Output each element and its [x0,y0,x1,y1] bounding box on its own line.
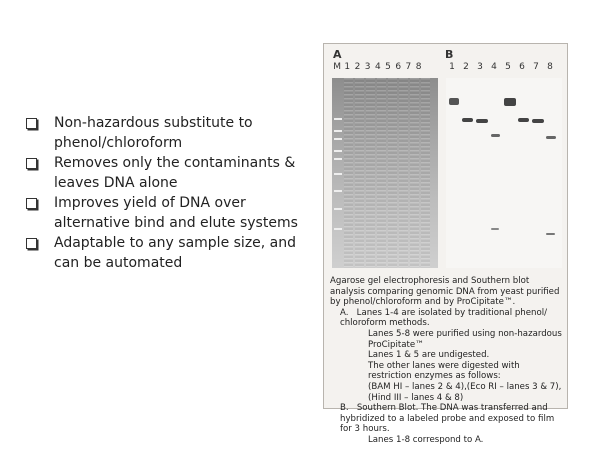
lane-label: M [333,62,341,72]
agarose-gel-image [332,78,438,268]
caption-line: Southern Blot. The DNA was transferred and hybridized to a labeled probe and exposed to film for 3 hours. [340,403,555,435]
lane-label: 7 [533,62,539,72]
gel-figure [323,43,568,445]
bullet-item [22,153,307,193]
bullet-text: Non-hazardous substitute to phenol/chloroform [54,115,253,151]
lane-label: 1 [449,62,455,72]
lane-labels-b [445,62,557,72]
lane-label: 1 [344,62,351,72]
caption-line: The other lanes were digested with restriction enzymes as follows: [368,360,520,382]
caption-item-a [330,308,566,329]
checkbox-bullet-icon [26,238,37,249]
lane-label: 8 [547,62,553,72]
southern-blot-image [446,78,562,268]
lane-labels-a [332,62,424,72]
bullet-item [22,233,307,273]
caption-line: Lanes 1-8 correspond to A. [368,434,484,445]
lane-label: 5 [505,62,511,72]
checkbox-bullet-icon [26,158,37,169]
caption-line: Lanes 5-8 were purified using non-hazardous ProCipitate™ [368,328,562,350]
caption-intro: Agarose gel electrophoresis and Southern blot analysis comparing genomic DNA from yeast purified by phenol/chloroform and by ProCipitate™. [330,276,560,308]
bullet-text: Adaptable to any sample size, and can be automated [54,235,297,271]
lane-label: 4 [374,62,381,72]
caption-line: (BAM HI – lanes 2 & 4),(Eco RI – lanes 3 & 7), (Hind III – lanes 4 & 8) [368,381,562,403]
bullet-text: Removes only the contaminants & leaves DNA alone [54,155,296,191]
lane-label: 5 [385,62,391,72]
checkbox-bullet-icon [26,118,37,129]
caption-line: Lanes 1-4 are isolated by traditional phenol/ chloroform methods. [340,307,547,329]
panel-a-label: A [333,48,342,61]
bullet-list [22,113,307,273]
caption-item-b [330,403,566,435]
lane-label: 2 [463,62,469,72]
lane-label: 2 [354,62,361,72]
panel-b-label: B [445,48,454,61]
lane-label: 8 [415,62,422,72]
item-marker: A. [340,307,349,318]
bullet-text: Improves yield of DNA over alternative bind and elute systems [54,195,298,231]
bullet-item [22,113,307,153]
item-marker: B. [340,403,349,414]
lane-label: 4 [491,62,497,72]
figure-caption [330,276,566,446]
caption-line: Lanes 1 & 5 are undigested. [368,350,490,361]
lane-label: 3 [364,62,371,72]
bullet-item [22,193,307,233]
lane-label: 6 [395,62,402,72]
lane-label: 7 [405,62,412,72]
checkbox-bullet-icon [26,198,37,209]
lane-label: 6 [519,62,525,72]
lane-label: 3 [477,62,483,72]
